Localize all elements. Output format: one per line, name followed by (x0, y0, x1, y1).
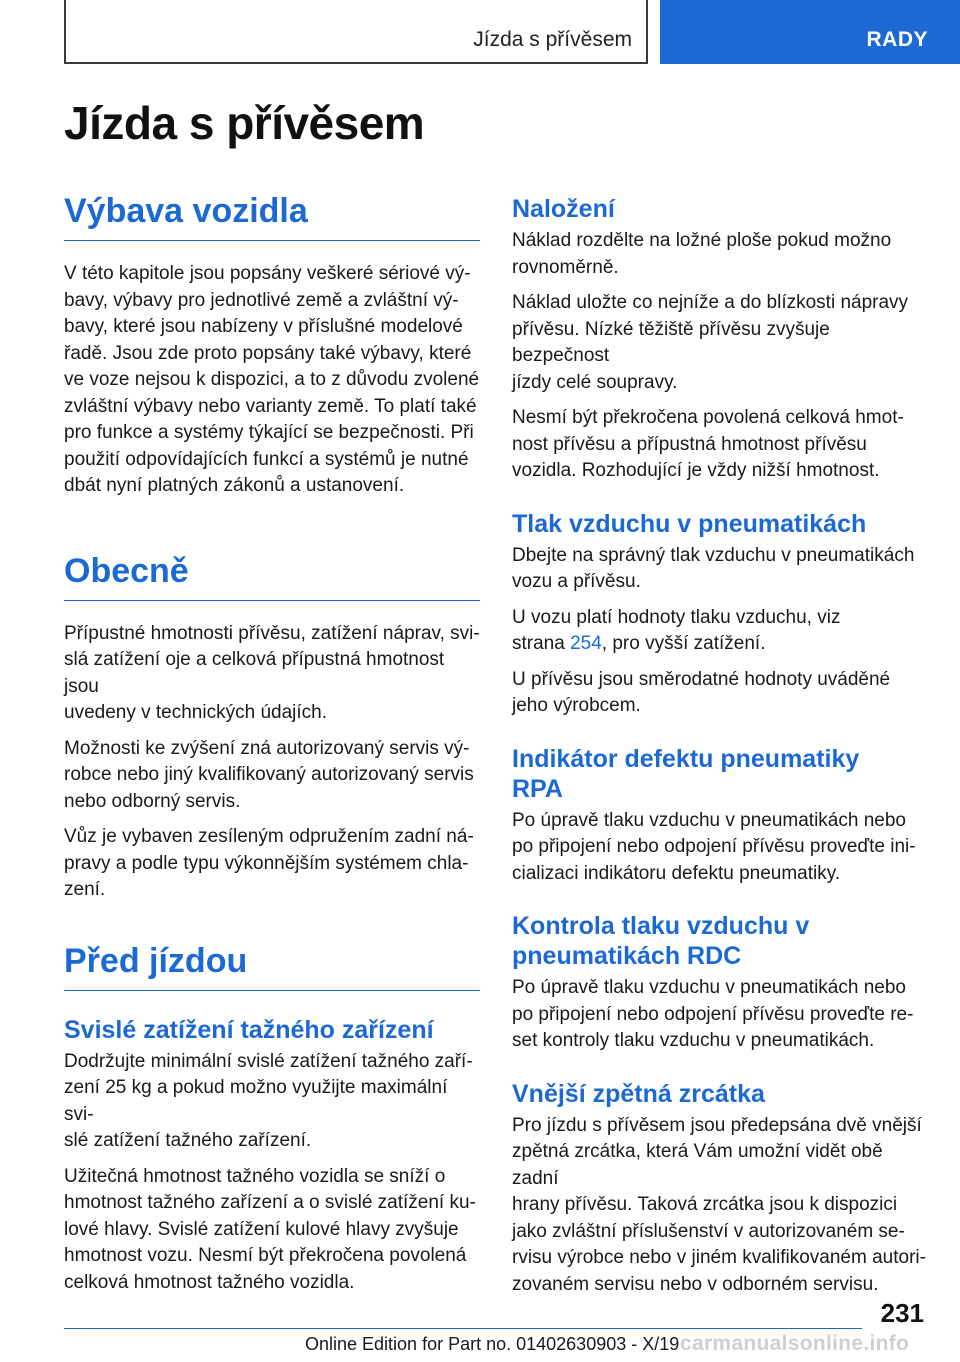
heading-pred-jizdou: Před jízdou (64, 934, 480, 991)
watermark-logo: carmanualsonline.info (680, 1332, 910, 1355)
paragraph-vybava: V této kapitole jsou popsány veškeré sériové vý‐ bavy, výbavy pro jednotlivé země a zvláštní vý‐ bavy, které jsou nabízeny v příslušné modelové řadě. Jsou zde proto popsány také výbavy, které ve voze nejsou k dispozici, a to z důvodu zvolené zvláštní výbavy nebo varianty země. To platí také pro funkce a systémy týkající se bezpečnosti. Při použití odpovídajících funkcí a systémů je nutné dbát nyní platných zákonů a ustanovení. (64, 263, 480, 496)
header-section-box (64, 0, 648, 64)
paragraph-svisle-1: Dodržujte minimální svislé zatížení tažného zaří‐ zení 25 kg a pokud možno využijte maximální svi‐ slé zatížení tažného zařízení. (64, 1050, 473, 1151)
paragraph-rdc: Po úpravě tlaku vzduchu v pneumatikách nebo po připojení nebo odpojení přívěsu proveďte re‐ set kontroly tlaku vzduchu v pneumatikách. (512, 977, 914, 1051)
heading-rdc: Kontrola tlaku vzduchu v pneumatikách RDC (512, 912, 810, 970)
paragraph-obecne-1: Přípustné hmotnosti přívěsu, zatížení náprav, svi‐ slá zatížení oje a celková přípustná hmotnost jsou uvedeny v technických údajích. (64, 622, 480, 723)
footer-divider (64, 1328, 862, 1329)
subheading-svisle-zatizeni: Svislé zatížení tažného zařízení (64, 1015, 434, 1044)
heading-tlak-vzduchu: Tlak vzduchu v pneumatikách (512, 509, 867, 538)
paragraph-obecne-3: Vůz je vybaven zesíleným odpružením zadní ná‐ pravy a podle typu výkonnějším systémem chla‐ zení. (64, 826, 474, 900)
page-title: Jízda s přívěsem (64, 97, 425, 149)
paragraph-tlak-1: Dbejte na správný tlak vzduchu v pneumatikách vozu a přívěsu. (512, 544, 915, 592)
heading-rpa: Indikátor defektu pneumatiky RPA (512, 744, 860, 803)
paragraph-svisle-2: Užitečná hmotnost tažného vozidla se sníží o hmotnost tažného zařízení a o svislé zatížení ku‐ lové hlavy. Svislé zatížení kulové hlavy zvyšuje hmotnost vozu. Nesmí být překročena povolená celková hmotnost tažného vozidla. (64, 1165, 476, 1293)
paragraph-nalozeni-3: Nesmí být překročena povolená celková hmot‐ nost přívěsu a přípustná hmotnost přívěsu vozidla. Rozhodující je vždy nižší hmotnost. (512, 407, 904, 481)
heading-vybava-vozidla: Výbava vozidla (64, 184, 480, 241)
right-column (512, 194, 928, 1298)
paragraph-rpa: Po úpravě tlaku vzduchu v pneumatikách nebo po připojení nebo odpojení přívěsu proveďte ini‐ cializaci indikátoru defektu pneumatiky. (512, 809, 916, 884)
paragraph-tlak-2: U vozu platí hodnoty tlaku vzduchu, viz strana 254, pro vyšší zatížení. (512, 606, 841, 654)
paragraph-nalozeni-1: Náklad rozdělte na ložné ploše pokud možno rovnoměrně. (512, 230, 892, 278)
paragraph-zrcatka: Pro jízdu s přívěsem jsou předepsána dvě vnější zpětná zrcátka, která Vám umožní vidět obě zadní hrany přívěsu. Taková zrcátka jsou k dispozici jako zvláštní příslušenství v autorizovaném se‐ rvisu výrobce nebo v jiném kvalifikovaném autori‐ zovaném servisu nebo v odborném servisu. (512, 1114, 926, 1295)
heading-nalozeni: Naložení (512, 195, 615, 223)
header-section-title: Jízda s přívěsem (473, 28, 632, 51)
paragraph-nalozeni-2: Náklad uložte co nejníže a do blízkosti nápravy přívěsu. Nízké těžiště přívěsu zvyšuje bezpečnost jízdy celé soupravy. (512, 292, 909, 393)
heading-obecne: Obecně (64, 544, 480, 601)
header-tab-rady[interactable]: RADY (660, 0, 960, 64)
footer-edition-text: Online Edition for Part no. 01402630903 - X/19 (305, 1334, 680, 1354)
paragraph-obecne-2: Možnosti ke zvýšení zná autorizovaný servis vý‐ robce nebo jiný kvalifikovaný autorizovaný servis nebo odborný servis. (64, 737, 474, 812)
page-number: 231 (880, 1298, 924, 1328)
page-link-254[interactable]: 254 (570, 633, 602, 654)
left-column (64, 184, 480, 1296)
paragraph-tlak-3: U přívěsu jsou směrodatné hodnoty uváděné jeho výrobcem. (512, 668, 891, 716)
heading-vnejsi-zrcatka: Vnější zpětná zrcátka (512, 1079, 765, 1108)
